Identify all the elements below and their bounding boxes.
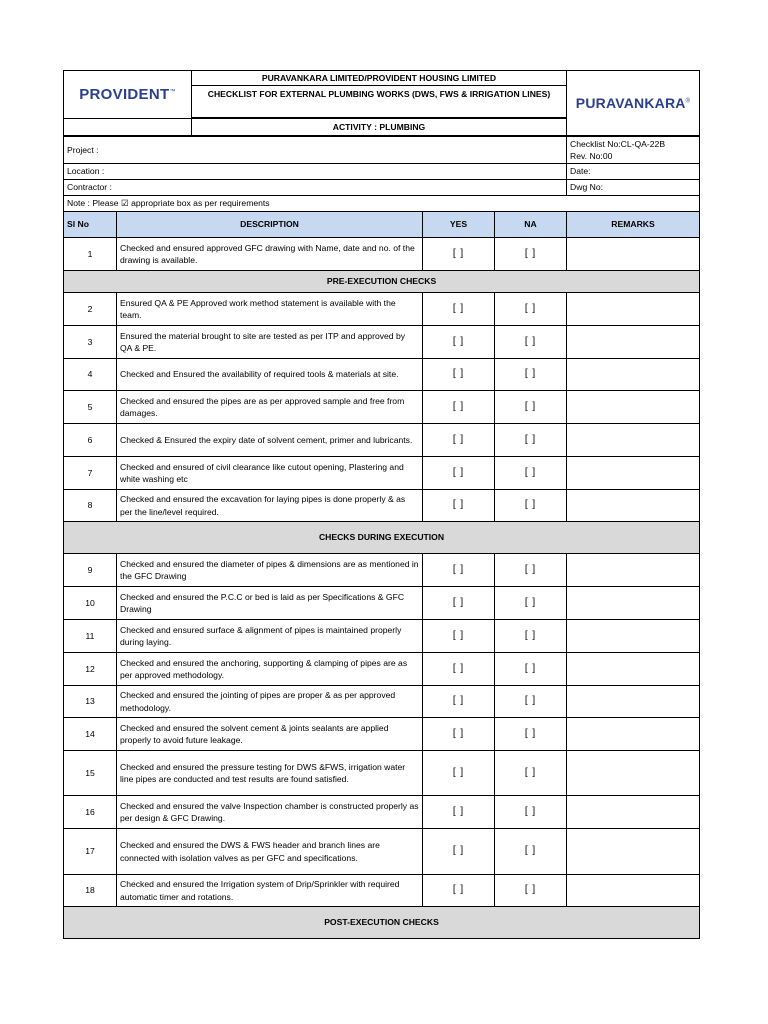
section-post-execution: POST-EXECUTION CHECKS	[64, 907, 700, 939]
na-checkbox[interactable]: [ ]	[495, 796, 567, 829]
na-checkbox[interactable]: [ ]	[495, 391, 567, 424]
na-checkbox[interactable]: [ ]	[495, 293, 567, 326]
item-number: 16	[64, 796, 117, 829]
remarks-cell[interactable]	[567, 796, 700, 829]
item-description: Ensured QA & PE Approved work method statement is available with the team.	[117, 293, 423, 326]
remarks-cell[interactable]	[567, 293, 700, 326]
yes-checkbox[interactable]: [ ]	[423, 326, 495, 359]
col-sl-no: Sl No	[64, 212, 117, 238]
item-number: 4	[64, 359, 117, 391]
checklist-no: Checklist No:CL-QA-22B	[570, 138, 666, 149]
checklist-table	[63, 136, 700, 939]
item-number: 6	[64, 424, 117, 457]
checklist-title: CHECKLIST FOR EXTERNAL PLUMBING WORKS (DWS, FWS & IRRIGATION LINES)	[192, 86, 567, 118]
remarks-cell[interactable]	[567, 875, 700, 907]
item-number: 8	[64, 490, 117, 522]
table-row	[64, 718, 700, 751]
yes-checkbox[interactable]: [ ]	[423, 424, 495, 457]
remarks-cell[interactable]	[567, 829, 700, 875]
table-row	[64, 686, 700, 718]
remarks-cell[interactable]	[567, 718, 700, 751]
yes-checkbox[interactable]: [ ]	[423, 653, 495, 686]
item-description: Checked and ensured of civil clearance like cutout opening, Plastering and white washing etc	[117, 457, 423, 490]
item-number: 5	[64, 391, 117, 424]
table-row	[64, 875, 700, 907]
item-number: 2	[64, 293, 117, 326]
section-pre-execution: PRE-EXECUTION CHECKS	[64, 271, 700, 293]
table-row	[64, 238, 700, 271]
table-row	[64, 620, 700, 653]
item-number: 10	[64, 587, 117, 620]
remarks-cell[interactable]	[567, 238, 700, 271]
section-during-execution: CHECKS DURING EXECUTION	[64, 522, 700, 554]
yes-checkbox[interactable]: [ ]	[423, 238, 495, 271]
yes-checkbox[interactable]: [ ]	[423, 391, 495, 424]
location-field: Location :	[64, 164, 567, 180]
col-yes: YES	[423, 212, 495, 238]
provident-logo: PROVIDENT™	[64, 71, 192, 119]
table-row	[64, 796, 700, 829]
item-description: Checked and ensured the pipes are as per approved sample and free from damages.	[117, 391, 423, 424]
date-field: Date:	[567, 164, 700, 180]
item-description: Checked and ensured surface & alignment of pipes is maintained properly during laying.	[117, 620, 423, 653]
table-row	[64, 424, 700, 457]
remarks-cell[interactable]	[567, 620, 700, 653]
pre-execution-items	[64, 293, 700, 522]
company-name: PURAVANKARA LIMITED/PROVIDENT HOUSING LIMITED	[192, 71, 567, 86]
remarks-cell[interactable]	[567, 751, 700, 796]
item-description: Checked and ensured approved GFC drawing with Name, date and no. of the drawing is available.	[117, 238, 423, 271]
na-checkbox[interactable]: [ ]	[495, 457, 567, 490]
yes-checkbox[interactable]: [ ]	[423, 490, 495, 522]
remarks-cell[interactable]	[567, 490, 700, 522]
yes-checkbox[interactable]: [ ]	[423, 796, 495, 829]
yes-checkbox[interactable]: [ ]	[423, 359, 495, 391]
na-checkbox[interactable]: [ ]	[495, 620, 567, 653]
table-row	[64, 554, 700, 587]
col-na: NA	[495, 212, 567, 238]
contractor-field: Contractor :	[64, 180, 567, 196]
remarks-cell[interactable]	[567, 424, 700, 457]
na-checkbox[interactable]: [ ]	[495, 424, 567, 457]
na-checkbox[interactable]: [ ]	[495, 326, 567, 359]
yes-checkbox[interactable]: [ ]	[423, 718, 495, 751]
table-row	[64, 326, 700, 359]
yes-checkbox[interactable]: [ ]	[423, 829, 495, 875]
na-checkbox[interactable]: [ ]	[495, 238, 567, 271]
table-row	[64, 293, 700, 326]
yes-checkbox[interactable]: [ ]	[423, 620, 495, 653]
remarks-cell[interactable]	[567, 653, 700, 686]
remarks-cell[interactable]	[567, 359, 700, 391]
project-field: Project :	[64, 137, 567, 164]
item-number: 12	[64, 653, 117, 686]
na-checkbox[interactable]: [ ]	[495, 554, 567, 587]
yes-checkbox[interactable]: [ ]	[423, 875, 495, 907]
na-checkbox[interactable]: [ ]	[495, 490, 567, 522]
item-number: 14	[64, 718, 117, 751]
na-checkbox[interactable]: [ ]	[495, 751, 567, 796]
na-checkbox[interactable]: [ ]	[495, 875, 567, 907]
remarks-cell[interactable]	[567, 686, 700, 718]
na-checkbox[interactable]: [ ]	[495, 718, 567, 751]
table-row	[64, 587, 700, 620]
na-checkbox[interactable]: [ ]	[495, 587, 567, 620]
table-row	[64, 457, 700, 490]
item-number: 7	[64, 457, 117, 490]
item-number: 9	[64, 554, 117, 587]
na-checkbox[interactable]: [ ]	[495, 686, 567, 718]
na-checkbox[interactable]: [ ]	[495, 653, 567, 686]
na-checkbox[interactable]: [ ]	[495, 829, 567, 875]
note: Note : Please ☑ appropriate box as per requirements	[64, 196, 700, 212]
checklist-ref	[567, 137, 700, 164]
item-number: 15	[64, 751, 117, 796]
item-description: Checked and ensured the DWS & FWS header and branch lines are connected with isolation valves as per GFC and specifications.	[117, 829, 423, 875]
header-table	[63, 70, 700, 136]
item-description: Checked and ensured the jointing of pipes are proper & as per approved methodology.	[117, 686, 423, 718]
activity-label: ACTIVITY : PLUMBING	[192, 119, 567, 136]
table-row	[64, 653, 700, 686]
dwg-no-field: Dwg No:	[567, 180, 700, 196]
item-number: 17	[64, 829, 117, 875]
remarks-cell[interactable]	[567, 457, 700, 490]
rev-no: Rev. No:00	[570, 151, 613, 161]
item-number: 18	[64, 875, 117, 907]
item-description: Checked and ensured the diameter of pipes & dimensions are as mentioned in the GFC Drawing	[117, 554, 423, 587]
puravankara-logo: PURAVANKARA®	[567, 71, 700, 136]
table-row	[64, 751, 700, 796]
item-description: Checked and Ensured the availability of required tools & materials at site.	[117, 359, 423, 391]
yes-checkbox[interactable]: [ ]	[423, 293, 495, 326]
col-description: DESCRIPTION	[117, 212, 423, 238]
na-checkbox[interactable]: [ ]	[495, 359, 567, 391]
table-row	[64, 490, 700, 522]
item-description: Checked and ensured the Irrigation system of Drip/Sprinkler with required automatic timer and rotations.	[117, 875, 423, 907]
item-description: Checked and ensured the pressure testing for DWS &FWS, irrigation water line pipes are conducted and test results are found satisfied.	[117, 751, 423, 796]
yes-checkbox[interactable]: [ ]	[423, 457, 495, 490]
yes-checkbox[interactable]: [ ]	[423, 751, 495, 796]
table-row	[64, 391, 700, 424]
item-number: 1	[64, 238, 117, 271]
item-number: 13	[64, 686, 117, 718]
remarks-cell[interactable]	[567, 587, 700, 620]
item-number: 3	[64, 326, 117, 359]
item-description: Checked and ensured the P.C.C or bed is laid as per Specifications & GFC Drawing	[117, 587, 423, 620]
col-remarks: REMARKS	[567, 212, 700, 238]
yes-checkbox[interactable]: [ ]	[423, 554, 495, 587]
remarks-cell[interactable]	[567, 391, 700, 424]
item-description: Checked and ensured the excavation for laying pipes is done properly & as per the line/level required.	[117, 490, 423, 522]
item-number: 11	[64, 620, 117, 653]
yes-checkbox[interactable]: [ ]	[423, 686, 495, 718]
item-description: Checked and ensured the anchoring, supporting & clamping of pipes are as per approved methodology.	[117, 653, 423, 686]
table-row	[64, 829, 700, 875]
item-description: Checked & Ensured the expiry date of solvent cement, primer and lubricants.	[117, 424, 423, 457]
item-description: Ensured the material brought to site are tested as per ITP and approved by QA & PE.	[117, 326, 423, 359]
table-row	[64, 359, 700, 391]
item-description: Checked and ensured the valve Inspection chamber is constructed properly as per design & GFC Drawing.	[117, 796, 423, 829]
remarks-cell[interactable]	[567, 554, 700, 587]
item-description: Checked and ensured the solvent cement & joints sealants are applied properly to avoid future leakage.	[117, 718, 423, 751]
during-execution-items	[64, 554, 700, 907]
remarks-cell[interactable]	[567, 326, 700, 359]
yes-checkbox[interactable]: [ ]	[423, 587, 495, 620]
